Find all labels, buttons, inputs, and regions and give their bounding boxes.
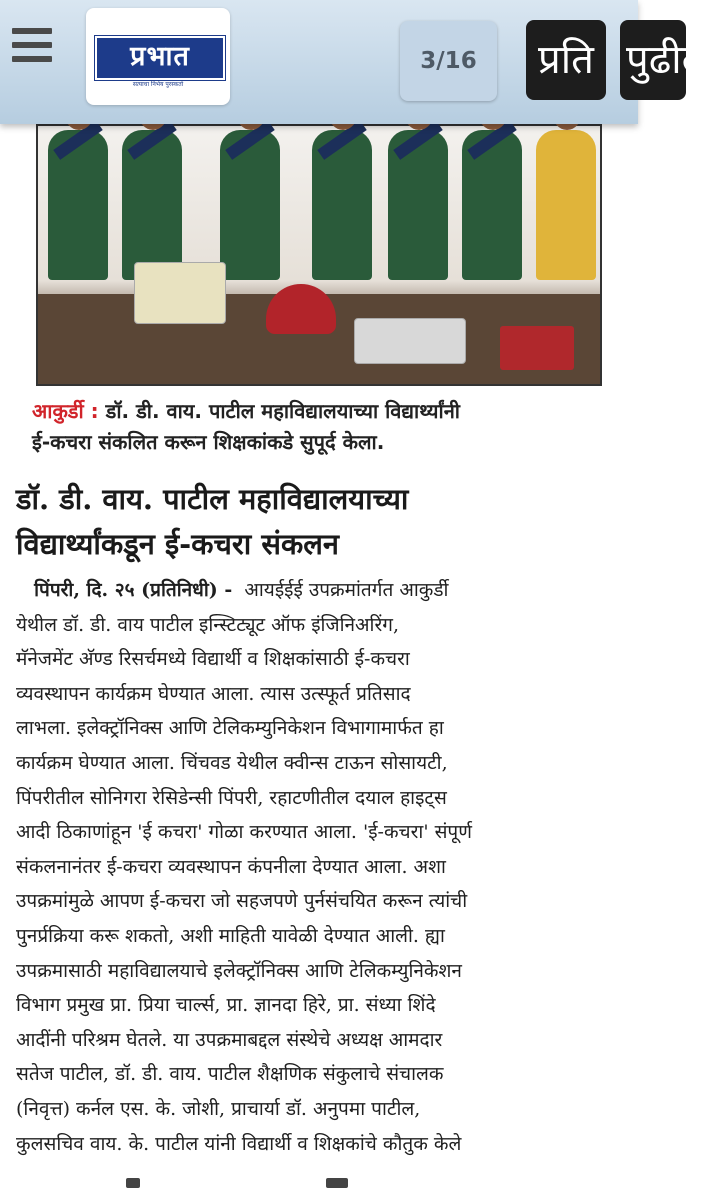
body-line: आदींनी परिश्रम घेतले. या उपक्रमाबद्दल संस्थेचे अध्यक्ष आमदार bbox=[16, 1028, 443, 1051]
body-line: उपक्रमांमुळे आपण ई-कचरा जो सहजपणे पुर्नसंचयित करून त्यांची bbox=[16, 890, 468, 913]
dateline: पिंपरी, दि. २५ (प्रतिनिधी) - bbox=[34, 579, 233, 601]
body-line: पिंपरीतील सोनिगरा रेसिडेन्सी पिंपरी, रहाटणीतील दयाल हाइट्स bbox=[16, 786, 447, 809]
body-line: व्यवस्थापन कार्यक्रम घेण्यात आला. त्यास उत्स्फूर्त प्रतिसाद bbox=[16, 682, 411, 705]
body-line: सतेज पाटील, डॉ. डी. वाय. पाटील शैक्षणिक संकुलाचे संचालक bbox=[16, 1063, 444, 1086]
truncated-next-line bbox=[16, 1174, 628, 1188]
photo-red-case bbox=[500, 326, 574, 370]
body-line: विभाग प्रमुख प्रा. प्रिया चार्ल्स, प्रा. ज्ञानदा हिरे, प्रा. संध्या शिंदे bbox=[16, 994, 436, 1017]
newspaper-logo[interactable] bbox=[86, 8, 230, 105]
article-clipping bbox=[0, 124, 638, 1186]
menu-bar bbox=[12, 42, 52, 48]
body-line: आदी ठिकाणांहून 'ई कचरा' गोळा करण्यात आला. 'ई-कचरा' संपूर्ण bbox=[16, 821, 472, 844]
body-line: उपक्रमासाठी महाविद्यालयाचे इलेक्ट्रॉनिक्स आणि टेलिकम्युनिकेशन bbox=[16, 959, 462, 982]
edition-button[interactable]: प्रति bbox=[526, 20, 606, 100]
article-photo[interactable] bbox=[36, 124, 602, 386]
caption-text: ई-कचरा संकलित करून शिक्षकांकडे सुपूर्द केला. bbox=[32, 430, 385, 454]
hamburger-menu-icon[interactable] bbox=[8, 28, 56, 76]
body-line: मॅनेजमेंट अ‍ॅण्ड रिसर्चमध्ये विद्यार्थी व शिक्षकांसाठी ई-कचरा bbox=[16, 648, 410, 671]
article-headline bbox=[16, 477, 626, 567]
body-line: पुनर्प्रक्रिया करू शकतो, अशी माहिती यावेळी देण्यात आली. ह्या bbox=[16, 924, 445, 947]
body-first-line bbox=[16, 573, 628, 608]
photo-ewaste-device bbox=[134, 262, 226, 324]
body-line: लाभला. इलेक्ट्रॉनिक्स आणि टेलिकम्युनिकेशन विभागामार्फत हा bbox=[16, 717, 444, 740]
photo-caption bbox=[32, 396, 612, 458]
app-top-bar bbox=[0, 0, 709, 124]
photo-ewaste-device bbox=[354, 318, 466, 364]
caption-place: आकुर्डी : bbox=[32, 399, 99, 423]
article-body bbox=[16, 573, 628, 1161]
logo-wordmark: प्रभात bbox=[95, 36, 225, 80]
body-line: कार्यक्रम घेण्यात आला. चिंचवड येथील क्वीन्स टाऊन सोसायटी, bbox=[16, 751, 448, 774]
body-line: (निवृत्त) कर्नल एस. के. जोशी, प्राचार्या डॉ. अनुपमा पाटील, bbox=[16, 1097, 421, 1120]
body-line: येथील डॉ. डी. वाय पाटील इन्स्टिट्यूट ऑफ इंजिनिअरिंग, bbox=[16, 613, 399, 636]
next-edition-button[interactable]: पुढील bbox=[620, 20, 686, 100]
menu-bar bbox=[12, 28, 52, 34]
body-line: कुलसचिव वाय. के. पाटील यांनी विद्यार्थी व शिक्षकांचे कौतुक केले bbox=[16, 1132, 462, 1155]
logo-tagline: सत्याचा निर्भय पुरस्कर्ता bbox=[132, 81, 184, 88]
body-line: संकलनानंतर ई-कचरा व्यवस्थापन कंपनीला देण्यात आला. अशा bbox=[16, 855, 446, 878]
page-counter-button[interactable]: 3/16 bbox=[400, 21, 497, 101]
body-line: आयईईई उपक्रमांतर्गत आकुर्डी bbox=[244, 579, 449, 601]
caption-text: डॉ. डी. वाय. पाटील महाविद्यालयाच्या विद्यार्थ्यांनी bbox=[105, 399, 460, 423]
headline-line: डॉ. डी. वाय. पाटील महाविद्यालयाच्या bbox=[16, 482, 409, 516]
headline-line: विद्यार्थ्यांकडून ई-कचरा संकलन bbox=[16, 527, 339, 561]
menu-bar bbox=[12, 56, 52, 62]
